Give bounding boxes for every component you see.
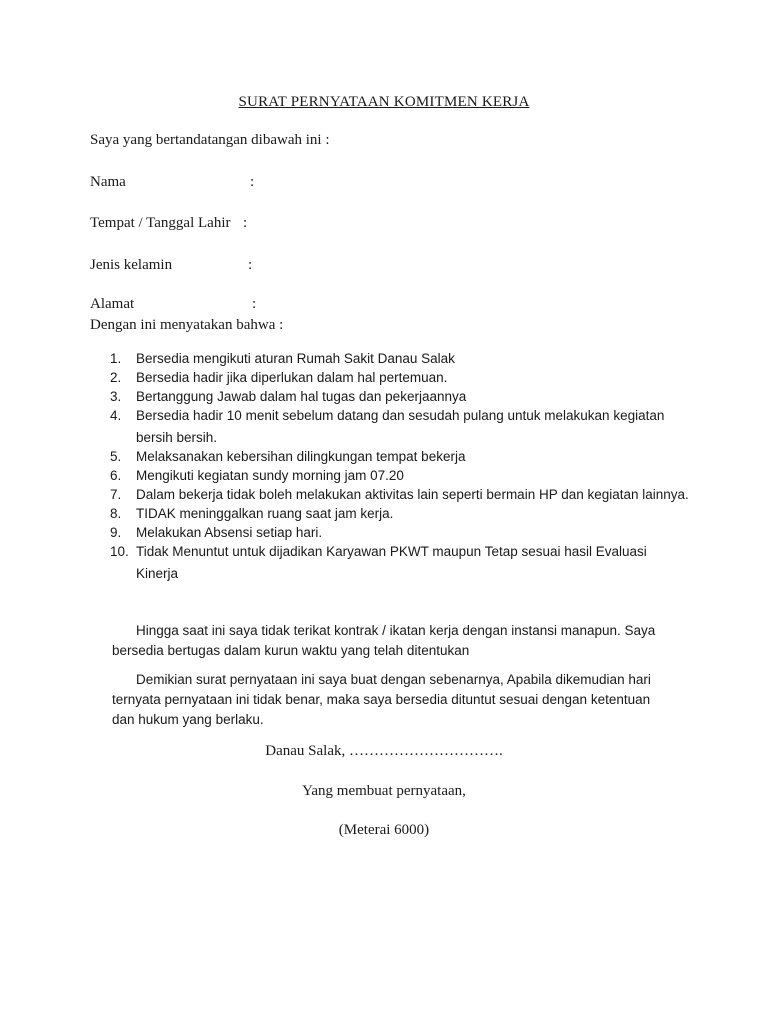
list-item xyxy=(110,448,690,466)
list-item-text: Bersedia mengikuti aturan Rumah Sakit Danau Salak xyxy=(136,351,455,366)
list-item-number: 8. xyxy=(110,506,122,521)
list-item-number: 2. xyxy=(110,370,122,385)
list-item-number: 1. xyxy=(110,351,122,366)
field-label-tempat-tanggal-lahir: Tempat / Tanggal Lahir xyxy=(90,215,231,231)
field-colon-jenis-kelamin: : xyxy=(248,257,253,273)
list-item-text: Dalam bekerja tidak boleh melakukan aktivitas lain seperti bermain HP dan kegiatan lainnya. xyxy=(136,487,689,502)
list-item xyxy=(110,467,690,485)
list-item-text: Mengikuti kegiatan sundy morning jam 07.20 xyxy=(136,468,404,483)
list-item-text: Bertanggung Jawab dalam hal tugas dan pekerjaannya xyxy=(136,389,467,404)
field-label-alamat: Alamat xyxy=(90,296,135,312)
document-title: SURAT PERNYATAAN KOMITMEN KERJA xyxy=(238,94,530,110)
intro-text: Saya yang bertandatangan dibawah ini : xyxy=(90,132,330,148)
field-colon-tempat-tanggal-lahir: : xyxy=(243,215,248,231)
list-item-text: Bersedia hadir jika diperlukan dalam hal pertemuan. xyxy=(136,370,448,385)
field-label-nama: Nama xyxy=(90,174,126,190)
list-item xyxy=(110,350,690,368)
place-date-line: Danau Salak, …………………………. xyxy=(265,743,503,759)
list-item xyxy=(110,388,690,406)
list-item-text: TIDAK meninggalkan ruang saat jam kerja. xyxy=(136,506,394,521)
list-item-number: 7. xyxy=(110,487,122,502)
paragraph-contract: Hingga saat ini saya tidak terikat kontrak / ikatan kerja dengan instansi manapun. Saya bersedia bertugas dalam kurun waktu yang telah ditentukan xyxy=(112,623,656,658)
list-item-text: Tidak Menuntut untuk dijadikan Karyawan PKWT maupun Tetap sesuai hasil Evaluasi Kinerja xyxy=(136,544,647,581)
list-item-number: 3. xyxy=(110,389,122,404)
signer-label: Yang membuat pernyataan, xyxy=(302,783,466,799)
stamp-label: (Meterai 6000) xyxy=(338,822,430,838)
commitment-list xyxy=(110,350,690,584)
list-item-number: 10. xyxy=(110,544,129,559)
list-item xyxy=(110,541,690,585)
list-item xyxy=(110,369,690,387)
list-item-number: 4. xyxy=(110,408,122,423)
list-item xyxy=(110,484,690,506)
list-item-text: Melakukan Absensi setiap hari. xyxy=(136,525,323,540)
field-colon-alamat: : xyxy=(252,296,257,312)
list-item xyxy=(110,405,690,449)
list-item-number: 5. xyxy=(110,449,122,464)
list-item-number: 9. xyxy=(110,525,122,540)
field-label-jenis-kelamin: Jenis kelamin xyxy=(90,257,173,273)
list-item-text: Bersedia hadir 10 menit sebelum datang dan sesudah pulang untuk melakukan kegiatan bersih bersih. xyxy=(136,408,665,445)
statement-intro: Dengan ini menyatakan bahwa : xyxy=(90,317,284,333)
list-item xyxy=(110,524,690,542)
list-item-number: 6. xyxy=(110,468,122,483)
field-colon-nama: : xyxy=(250,174,255,190)
list-item xyxy=(110,505,690,523)
list-item-text: Melaksanakan kebersihan dilingkungan tempat bekerja xyxy=(136,449,466,464)
paragraph-closing: Demikian surat pernyataan ini saya buat dengan sebenarnya, Apabila dikemudian hari ternyata pernyataan ini tidak benar, maka saya bersedia dituntut sesuai dengan ketentuan dan hukum yang berlaku. xyxy=(112,672,651,727)
